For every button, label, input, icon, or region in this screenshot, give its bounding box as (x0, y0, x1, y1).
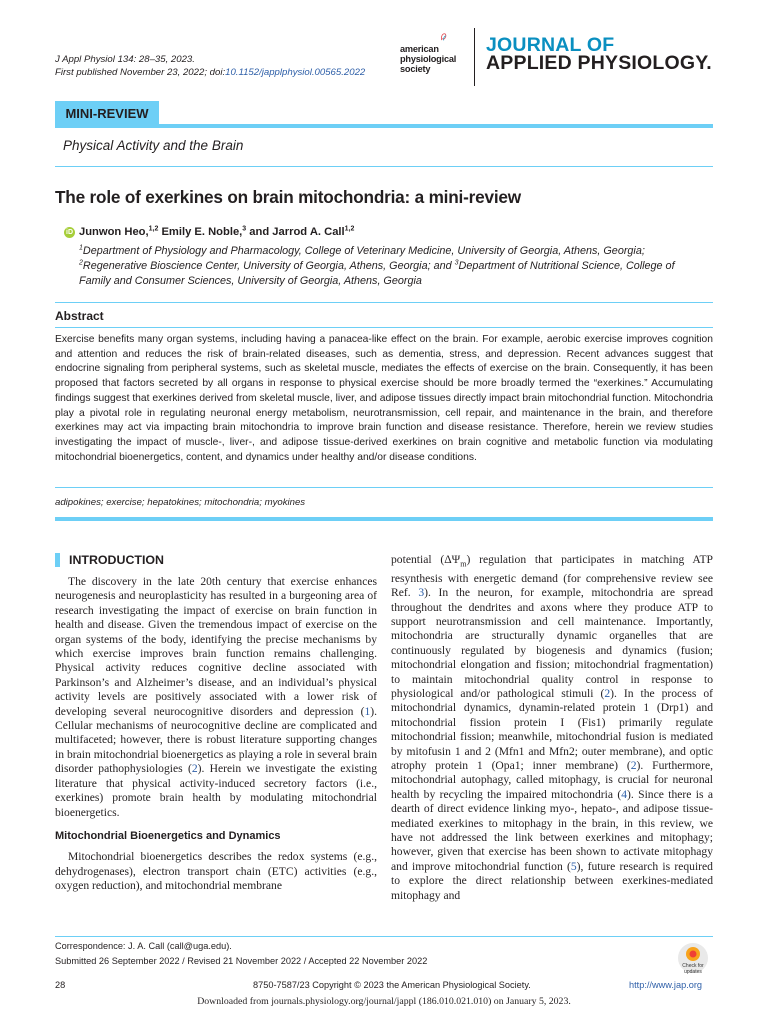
author-sup: 1,2 (344, 225, 355, 233)
author-name[interactable]: Emily E. Noble, (158, 226, 243, 238)
doi-link[interactable]: 10.1152/japplphysiol.00565.2022 (225, 67, 366, 78)
section-marker (55, 553, 60, 567)
body-rule (55, 517, 713, 521)
authors (79, 226, 354, 238)
society-line: american (400, 44, 439, 54)
affil-text: Family and Consumer Sciences, University of Georgia, Athens, Georgia (79, 275, 422, 287)
submission-dates: Submitted 26 September 2022 / Revised 21 November 2022 / Accepted 22 November 2022 (55, 956, 428, 966)
paragraph: Mitochondrial bioenergetics describes the redox systems (e.g., dehydrogenases), electron transport chain (ETC) activities (e.g., oxygen reduction), and mitochondrial membrane (55, 850, 377, 893)
journal-url-link[interactable]: http://www.jap.org (629, 980, 703, 990)
paragraph: potential $(\Delta\Psi_m)$ regulation that participates in matching ATP resynthesis with energetic demand (for comprehensive review see Ref. 3). In the neuron, for example, mitochondria are spread throughout the dendrites and axons where they produce ATP to support neurotransmission and cell maintenance. Importantly, mitochondria are structurally dynamic organelles that are continuously regulated by biogenesis and dynamics (fusion; mitochondrial elongation and fission; mitochondrial fragmentation) to maintain mitochondrial quality control in response to physiological and/or pathological stimuli (2). In the process of mitochondrial dynamics, dynamin-related protein 1 (Drp1) and mitochondrial fission protein I (Fis1) primarily regulate mitochondrial fission; meanwhile, mitochondrial fusion is mediated by mitofusin 1 and 2 (Mfn1 and Mfn2; outer membrane), and optic atrophy protein 1 (Opa1; inner membrane) (2). Furthermore, mitochondrial autophagy, called mitophagy, is crucial for neuronal health by recycling the impaired mitochondria (4). Since there is a dearth of direct evidence linking myo-, hepato-, and adipose tissue-mediated exerkines to mitophagy in the brain, in this review, we have not addressed the link between exerkines and mitophagy; however, given that exercise has been shown to activate mitophagy and improve mitochondrial function (5), future research is required to explore the direct relationship between exerkines-mediated mitophagy and (391, 553, 713, 902)
affil-text: Department of Physiology and Pharmacology, College of Veterinary Medicine, University of Georgia, Athens, Georgia; (82, 245, 645, 257)
ref-link[interactable]: 1 (364, 704, 371, 718)
paragraph: The discovery in the late 20th century that exercise enhances neurogenesis and neuroplasticity has resulted in a burgeoning area of research investigating the impact of exercise on brain function in health and disease. Given the tremendous impact of exercise on the organ systems of the body, identifying the precise mechanisms by which exercise improves brain function remains challenging. Physical activity reduces cognitive decline associated with Parkinson’s and Alzheimer’s disease, and an individual’s physical activity levels are positively associated with a lower risk of developing several neurocognitive disorders and depression (1). Cellular mechanisms of neurocognitive decline are complicated and multifaceted; however, there is robust literature supporting changes in brain mitochondrial bioenergetics as playing a role in several brain disorder pathophysiologies (2). Herein we investigate the existing literature that physical activity-induced secretory factors (i.e., exerkines) promote brain health by modulating mitochondrial bioenergetics. (55, 575, 377, 819)
abstract-body: Exercise benefits many organ systems, including having a panacea-like effect on the brain. For example, aerobic exercise improves cognition and attention and reduces the risk of brain-related diseases, such as dementia, stress, and depression. Recent advances suggest that endocrine signaling from peripheral systems, such as skeletal muscle, mediates the effects of exercise on the brain. Consequently, it has been proposed that factors secreted by all organs in response to physical exercise should be more broadly termed the “exerkines.” Accumulating findings suggest that exerkines derived from skeletal muscle, liver, and adipose tissues directly impact brain mitochondrial function. Mitochondria play a pivotal role in regulating neuronal energy metabolism, neurotransmission, cell repair, and maintenance in the brain, and therefore exerkines may act via impacting brain mitochondria to improve brain function and disease resistance. Therefore, herein we review studies investigating the impact of muscle-, liver-, and adipose tissue-derived exerkines on brain cognitive and metabolic function via modulating mitochondrial bioenergetics, content, and dynamics under healthy and/or disease conditions. (55, 334, 713, 463)
article-type-badge: MINI-REVIEW (55, 101, 159, 127)
download-notice: Downloaded from journals.physiology.org/journal/jappl (186.010.021.010) on January 5, 2023. (197, 996, 571, 1007)
page-number: 28 (55, 980, 66, 990)
affil-sup: 2 (79, 259, 83, 267)
affiliations (79, 244, 719, 289)
section-heading (55, 553, 164, 567)
article-title: The role of exerkines on brain mitochondria: a mini-review (55, 187, 521, 207)
author-sup: 1,2 (148, 225, 159, 233)
journal-name (486, 36, 712, 72)
subsection-heading: Mitochondrial Bioenergetics and Dynamics (55, 829, 281, 842)
ref-link[interactable]: 2 (604, 686, 611, 700)
journal-name-line1: JOURNAL OF (486, 34, 615, 56)
author-name[interactable]: and Jarrod A. Call (246, 226, 345, 238)
citation-line: J Appl Physiol 134: 28–35, 2023. (55, 54, 195, 65)
citation-published: First published November 23, 2022; doi: (55, 67, 226, 78)
header-rule (55, 124, 713, 128)
journal-name-line2: APPLIED PHYSIOLOGY. (486, 52, 712, 74)
author-name[interactable]: Junwon Heo, (79, 226, 149, 238)
ref-link[interactable]: 5 (570, 859, 577, 873)
footer-rule (55, 936, 713, 937)
section-heading-text: INTRODUCTION (69, 553, 164, 567)
keywords: adipokines; exercise; hepatokines; mitochondria; myokines (55, 497, 306, 508)
abstract-rule (55, 327, 713, 328)
right-column (391, 553, 713, 903)
ref-link[interactable]: 3 (418, 586, 425, 600)
society-line: society (400, 64, 431, 74)
left-column (55, 575, 377, 894)
citation (55, 53, 365, 79)
affil-sup: 3 (454, 259, 459, 267)
copyright: 8750-7587/23 Copyright © 2023 the American Physiological Society. (253, 980, 531, 990)
keywords-rule (55, 487, 713, 488)
series-title: Physical Activity and the Brain (63, 138, 244, 153)
society-line: physiological (400, 54, 457, 64)
logo-divider (474, 28, 475, 86)
ref-link[interactable]: 2 (630, 759, 637, 772)
affil-sup: 1 (79, 244, 83, 252)
orcid-icon[interactable]: iD (66, 229, 73, 236)
abstract-rule-top (55, 302, 713, 303)
ref-link[interactable]: 2 (191, 762, 198, 776)
correspondence: Correspondence: J. A. Call (call@uga.edu). (55, 941, 232, 951)
affil-text: Regenerative Bioscience Center, University of Georgia, Athens, Georgia; and (82, 260, 455, 272)
society-name (400, 44, 456, 74)
crossmark-label: Check for updates (682, 963, 704, 975)
author-sup: 3 (242, 225, 247, 233)
abstract-heading: Abstract (55, 309, 104, 323)
affil-text: Department of Nutritional Science, College of (458, 260, 675, 272)
ref-link[interactable]: 4 (621, 787, 628, 801)
series-rule (55, 166, 713, 167)
